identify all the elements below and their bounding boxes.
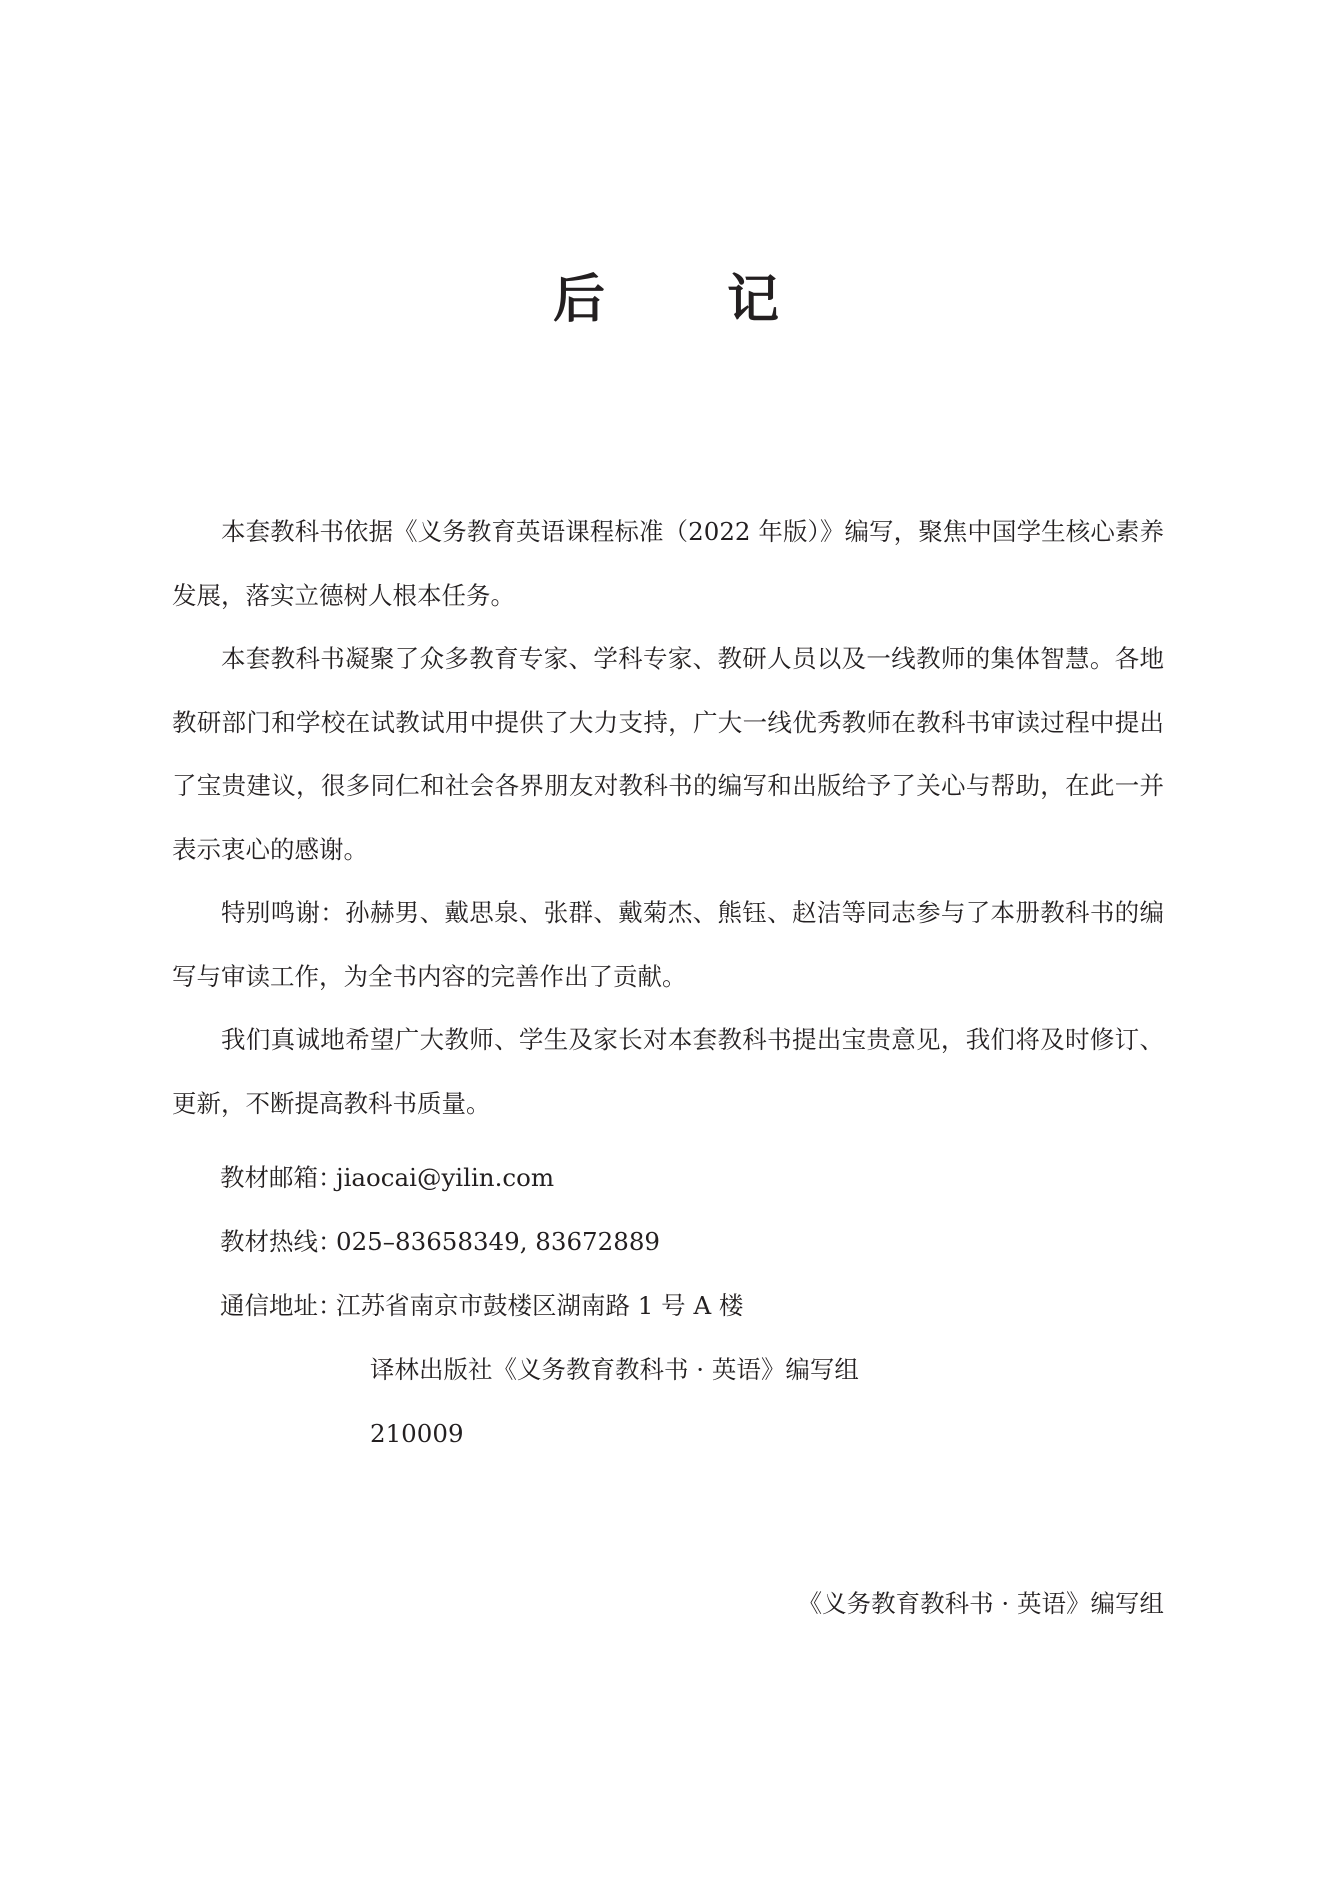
address-value-line1: 江苏省南京市鼓楼区湖南路 1 号 A 楼: [336, 1291, 744, 1320]
phone-line: [220, 1222, 660, 1262]
email-value[interactable]: jiaocai@yilin.com: [336, 1163, 555, 1192]
email-line: [220, 1158, 554, 1198]
address-label: 通信地址: [220, 1291, 318, 1320]
paragraph-1: 本套教科书依据《义务教育英语课程标准（2022 年版）》编写，聚焦中国学生核心素养发展，落实立德树人根本任务。: [172, 517, 1164, 610]
signature: 《义务教育教科书 · 英语》编写组: [797, 1589, 1164, 1618]
phone-label: 教材热线: [220, 1227, 318, 1256]
paragraph-2: 本套教科书凝聚了众多教育专家、学科专家、教研人员以及一线教师的集体智慧。各地教研部门和学校在试教试用中提供了大力支持，广大一线优秀教师在教科书审读过程中提出了宝贵建议，很多同仁和社会各界朋友对教科书的编写和出版给予了关心与帮助，在此一并表示衷心的感谢。: [172, 644, 1164, 864]
paragraph-4: 我们真诚地希望广大教师、学生及家长对本套教科书提出宝贵意见，我们将及时修订、更新，不断提高教科书质量。: [172, 1025, 1164, 1118]
address-line: [220, 1286, 743, 1326]
phone-value: 025–83658349, 83672889: [336, 1227, 660, 1256]
separator: ：: [318, 1227, 343, 1256]
separator: ：: [318, 1163, 343, 1192]
address-value-line2: 译林出版社《义务教育教科书 · 英语》编写组: [370, 1355, 859, 1384]
paragraph-3: 特别鸣谢：孙赫男、戴思泉、张群、戴菊杰、熊钰、赵洁等同志参与了本册教科书的编写与审读工作，为全书内容的完善作出了贡献。: [172, 898, 1164, 991]
body-text: [172, 500, 1164, 1135]
postal-code: 210009: [370, 1419, 464, 1448]
email-label: 教材邮箱: [220, 1163, 318, 1192]
separator: ：: [318, 1291, 343, 1320]
page-title: 后 记: [552, 269, 832, 330]
